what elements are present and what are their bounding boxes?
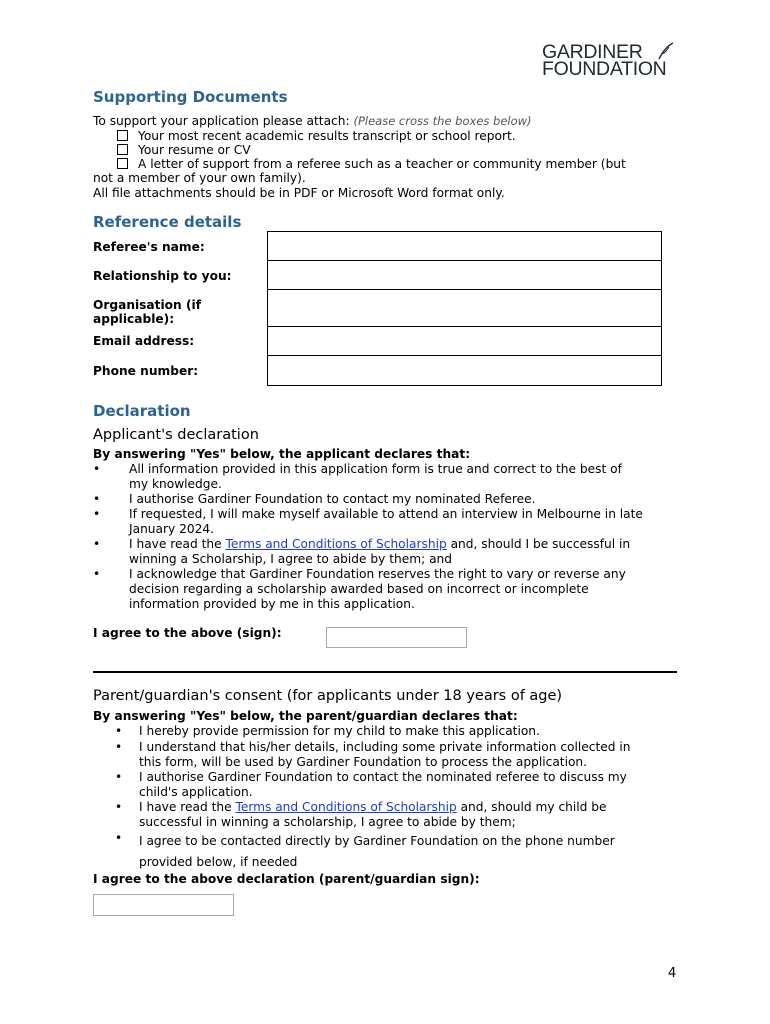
relationship-label: Relationship to you: <box>93 269 232 283</box>
declaration-heading: Declaration <box>93 402 191 420</box>
supporting-intro <box>93 114 532 129</box>
checklist-label: Your most recent academic results transcript or school report. <box>138 129 516 143</box>
applicant-item-1-line: my knowledge. <box>129 477 222 491</box>
parent-terms-and-conditions-link[interactable]: Terms and Conditions of Scholarship <box>235 800 457 814</box>
parent-item-5 <box>139 831 615 873</box>
parent-item-5-line: provided below, if needed <box>139 855 298 869</box>
applicant-item-4-text: and, should I be successful in <box>446 537 631 551</box>
bullet-icon: • <box>93 537 101 551</box>
checkbox-icon[interactable] <box>117 144 128 155</box>
checklist-label: Your resume or CV <box>138 143 251 157</box>
parent-consent-subheading: Parent/guardian's consent (for applicants under 18 years of age) <box>93 688 563 704</box>
checklist-item-letter-cont: not a member of your own family). <box>93 171 306 185</box>
bullet-icon: • <box>115 800 123 814</box>
bullet-icon: • <box>115 740 123 754</box>
checklist-label: A letter of support from a referee such as a teacher or community member (but <box>138 157 626 171</box>
parent-item-2-line: I understand that his/her details, including some private information collected in <box>139 740 631 754</box>
parent-signature-field[interactable] <box>93 894 234 916</box>
logo-line2: FOUNDATION <box>542 58 667 80</box>
parent-agree-label: I agree to the above declaration (parent/guardian sign): <box>93 872 480 886</box>
parent-item-4-text: and, should my child be <box>456 800 607 814</box>
applicant-item-4-line: winning a Scholarship, I agree to abide by them; and <box>129 552 452 566</box>
parent-item-1: I hereby provide permission for my child to make this application. <box>139 724 540 738</box>
applicant-agree-label: I agree to the above (sign): <box>93 626 282 640</box>
applicant-declaration-lead: By answering "Yes" below, the applicant declares that: <box>93 447 471 461</box>
parent-item-4-text: I have read the <box>139 800 236 814</box>
bullet-icon: • <box>115 770 123 784</box>
parent-item-2-line: this form, will be used by Gardiner Foundation to process the application. <box>139 755 588 769</box>
bullet-icon: • <box>115 831 123 845</box>
applicant-declaration-subheading: Applicant's declaration <box>93 427 259 443</box>
checkbox-icon[interactable] <box>117 130 128 141</box>
applicant-item-2: I authorise Gardiner Foundation to contact my nominated Referee. <box>129 492 536 506</box>
organisation-label: Organisation (if <box>93 298 201 312</box>
parent-item-2 <box>139 740 630 770</box>
referee-name-field[interactable] <box>267 231 662 262</box>
bullet-icon: • <box>93 507 101 521</box>
parent-item-3 <box>139 770 627 800</box>
email-address-field[interactable] <box>267 326 662 357</box>
applicant-item-4 <box>129 537 630 567</box>
bullet-icon: • <box>93 462 101 476</box>
organisation-field[interactable] <box>267 289 662 328</box>
applicant-item-1 <box>129 462 622 492</box>
parent-item-5-line: I agree to be contacted directly by Gardiner Foundation on the phone number <box>139 834 615 848</box>
supporting-documents-heading: Supporting Documents <box>93 88 288 106</box>
applicant-item-1-line: All information provided in this application form is true and correct to the best of <box>129 462 622 476</box>
applicant-item-5 <box>129 567 626 612</box>
supporting-note: (Please cross the boxes below) <box>353 114 532 128</box>
bullet-icon: • <box>93 567 101 581</box>
organisation-label-cont: applicable): <box>93 312 175 326</box>
terms-and-conditions-link[interactable]: Terms and Conditions of Scholarship <box>225 537 447 551</box>
applicant-item-5-line: I acknowledge that Gardiner Foundation reserves the right to vary or reverse any <box>129 567 626 581</box>
logo-quill-icon <box>629 42 675 61</box>
page-number: 4 <box>668 966 677 981</box>
applicant-item-3 <box>129 507 643 537</box>
gardiner-foundation-logo <box>542 41 682 80</box>
parent-item-4-line: successful in winning a scholarship, I agree to abide by them; <box>139 815 516 829</box>
applicant-item-4-text: I have read the <box>129 537 226 551</box>
applicant-item-3-line: If requested, I will make myself available to attend an interview in Melbourne in late <box>129 507 643 521</box>
bullet-icon: • <box>93 492 101 506</box>
checklist-item-letter[interactable] <box>117 157 626 172</box>
parent-item-4 <box>139 800 607 830</box>
relationship-field[interactable] <box>267 260 662 291</box>
supporting-intro-text: To support your application please attach: <box>93 114 354 128</box>
applicant-signature-field[interactable] <box>326 627 467 648</box>
attachment-format-note: All file attachments should be in PDF or Microsoft Word format only. <box>93 186 505 200</box>
reference-details-heading: Reference details <box>93 213 242 231</box>
referee-name-label: Referee's name: <box>93 240 205 254</box>
logo-line1: GARDINER <box>542 41 643 63</box>
applicant-item-3-line: January 2024. <box>129 522 214 536</box>
phone-number-field[interactable] <box>267 355 662 386</box>
bullet-icon: • <box>115 724 123 738</box>
applicant-item-5-line: decision regarding a scholarship awarded based on incorrect or incomplete <box>129 582 589 596</box>
applicant-item-5-line: information provided by me in this application. <box>129 597 415 611</box>
parent-consent-lead: By answering "Yes" below, the parent/guardian declares that: <box>93 709 518 723</box>
parent-item-3-line: I authorise Gardiner Foundation to contact the nominated referee to discuss my <box>139 770 627 784</box>
parent-item-3-line: child's application. <box>139 785 253 799</box>
checkbox-icon[interactable] <box>117 158 128 169</box>
email-address-label: Email address: <box>93 334 195 348</box>
checklist-item-transcript[interactable] <box>117 129 516 144</box>
checklist-item-resume[interactable] <box>117 143 251 158</box>
section-divider <box>93 671 677 673</box>
phone-number-label: Phone number: <box>93 364 199 378</box>
